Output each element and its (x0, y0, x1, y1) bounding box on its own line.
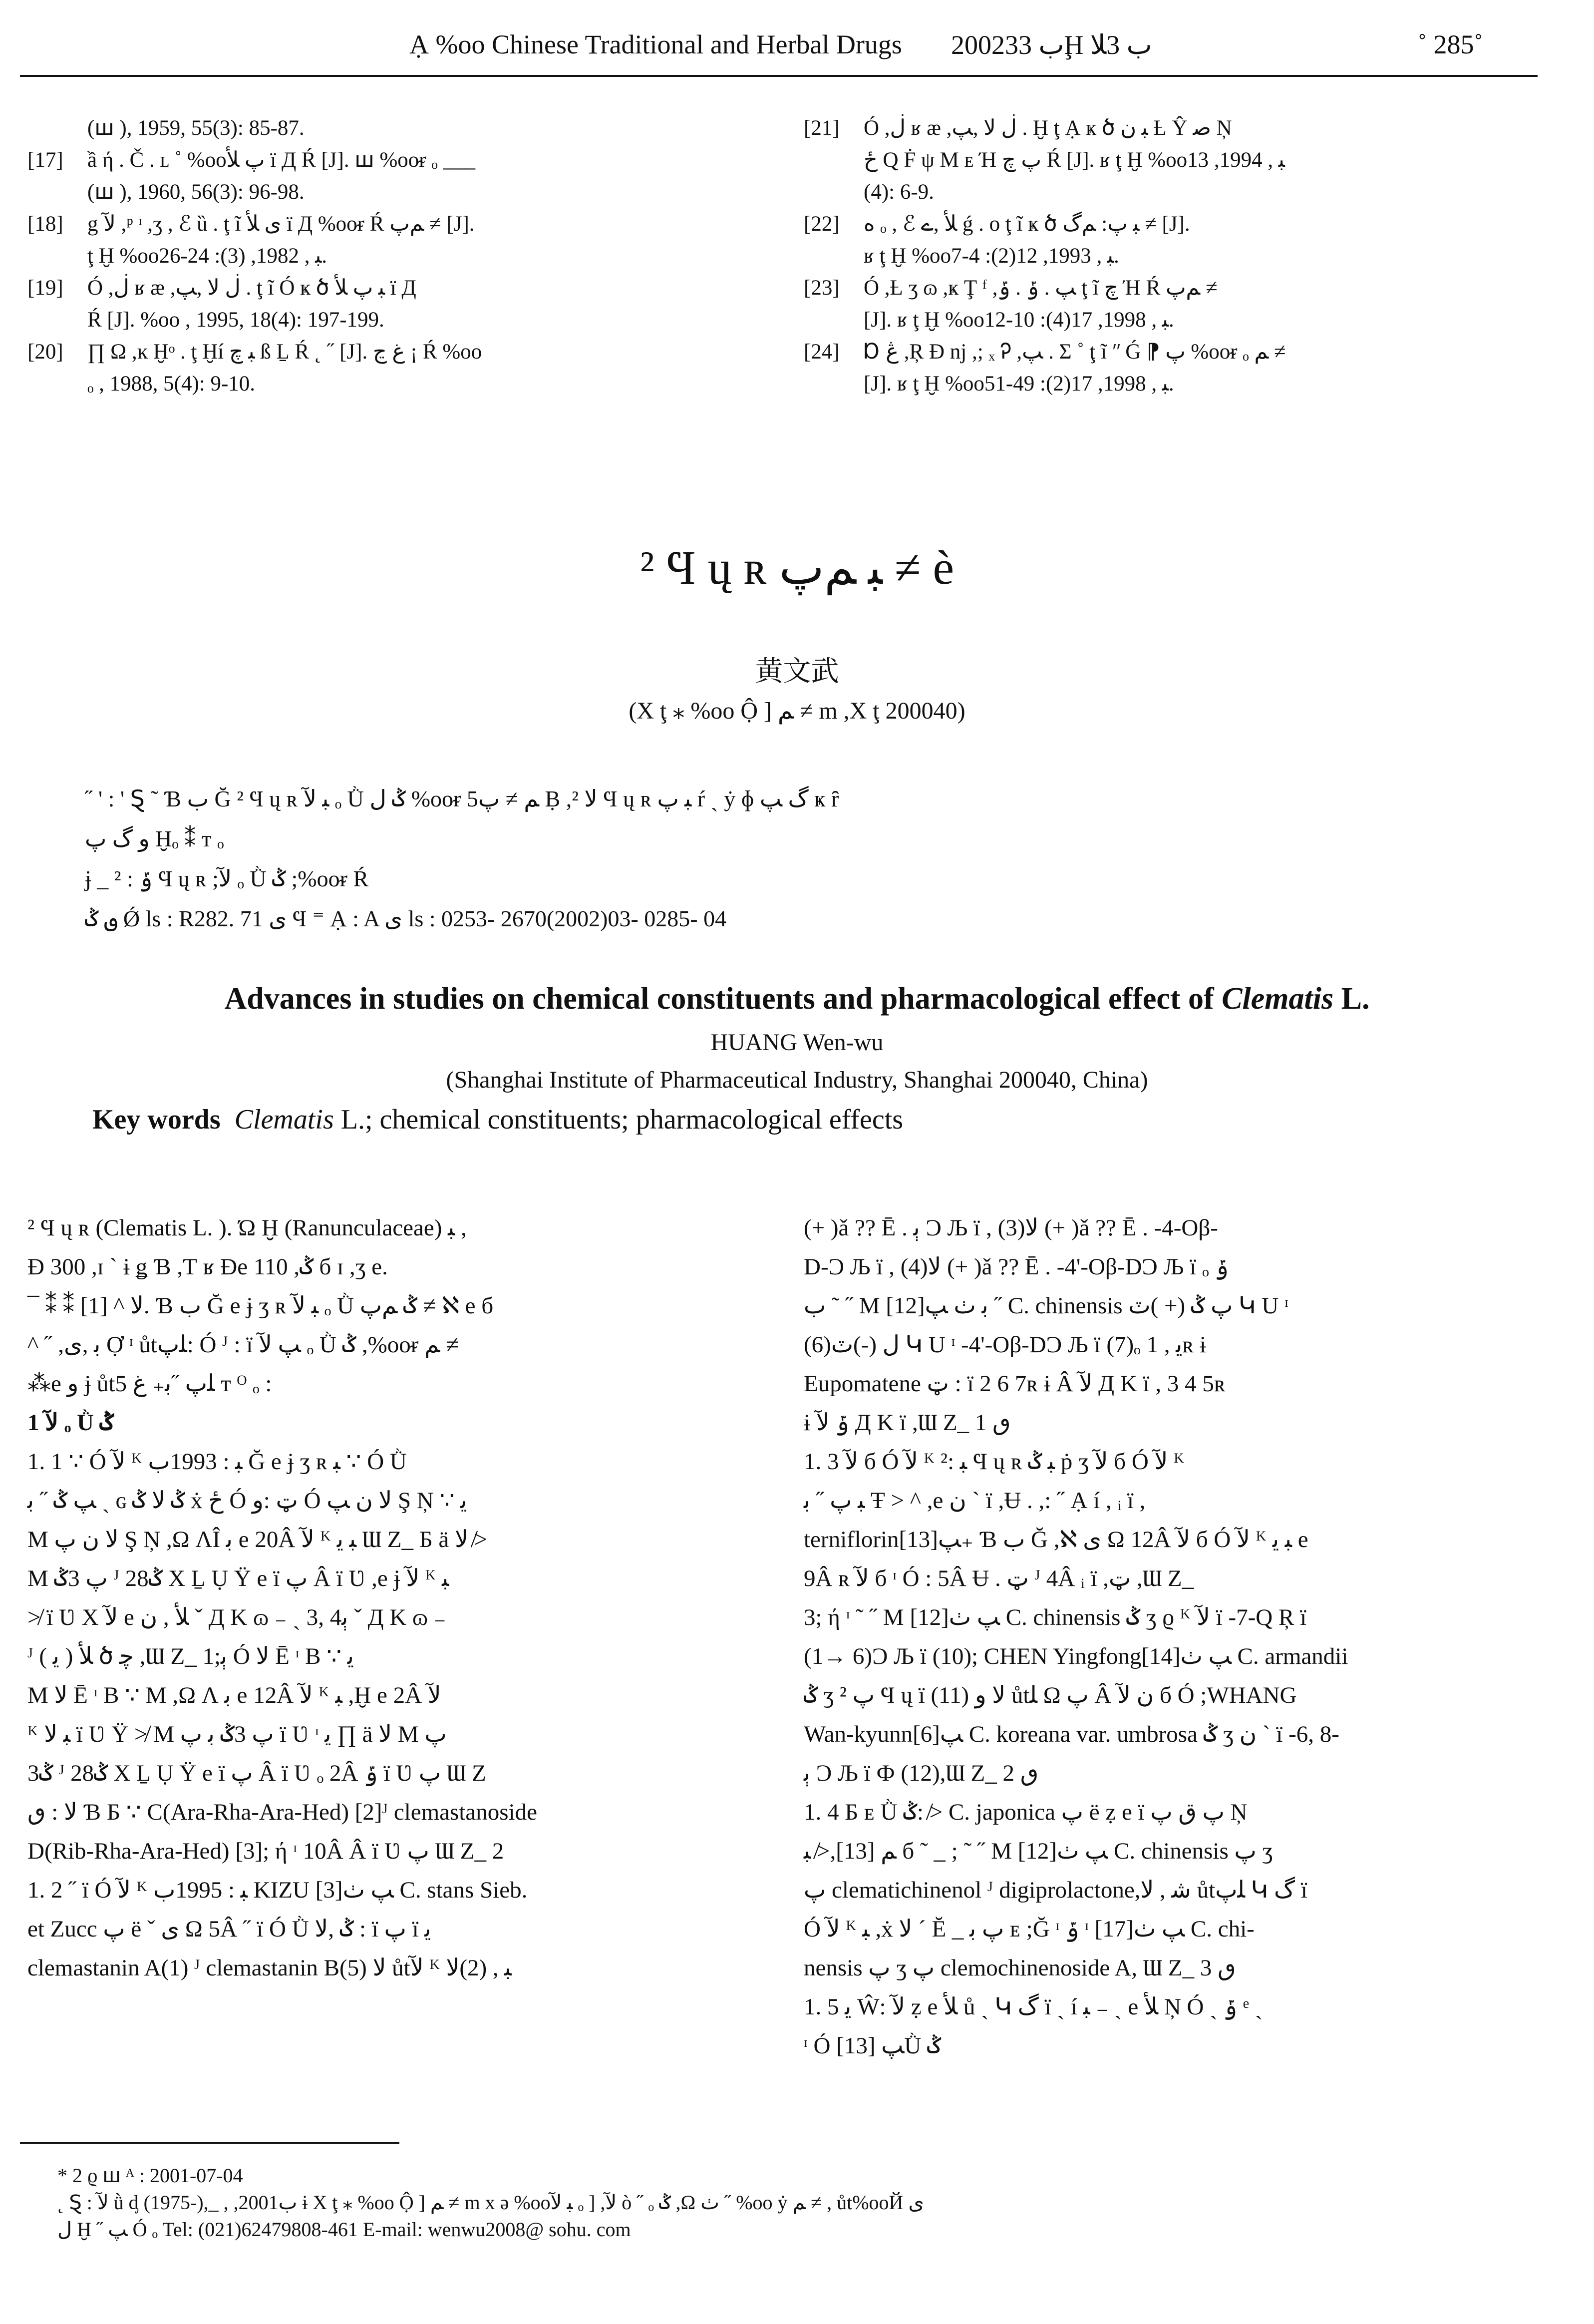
reference-item: [20] ∏ Ω ,ĸ Ḫᵒ . ţ Ḫí ﺒ ﭺ ß Ḻ Ŕ ˛ ˝ [J]. ﻍ ڃ ¡ Ŕ %oo (27, 340, 482, 364)
reference-item: [23] Ó ,Ƚ ʒ ɷ ,ҝ Ţ ᶠ ,ﭗ . ݹ . ݹ ţ ĩ ﭺ Ή Ŕ ﻢپ ≠ (804, 276, 1218, 300)
reference-item: [17] ầ ή . Č . ʟ ˚ %ooپ ﻸ ï Д Ŕ [J]. ꟺ %ooᵲ ₒ ___ (27, 148, 475, 172)
abstract-line: ﻭ گ پ Ḫₒ ⁑ ᴛ ₒ (85, 826, 224, 851)
references-left: (ꟺ ), 1959, 55(3): 85-87. [17] ầ ή . Č . ʟ ˚ %ooپ ﻸ ï Д Ŕ [J]. ꟺ %ooᵲ ₒ ___ (ꟺ ), 1960, 56(3): 96-98. [18] g ﻵ ,ᵖ ᶦ ,ʒ , ℰ ȕ . ţ ĩ ی ﻸ ï Д %ooᵲ Ŕ ﻢپ ≠ [J]. ţ Ḫ %ooﺒ , 1982, (3): 24-26. [19] Ó ,ڶ ʁ æ ,ڶ ﻻ ,ﭗ . ţ ĩ Ó ҝ ծ ﺒ پ ﻸ ï Д Ŕ [J]. %oo , 1995, 18(4): 197-199. [20] ∏ Ω ,ĸ Ḫᵒ . ţ Ḫí ﺒ ﭺ ß Ḻ Ŕ ˛ ˝ [J]. ﻍ ڃ ¡ Ŕ %oo ₒ , 1988, 5(4): 9-10. (27, 112, 482, 400)
reference-item: [24] Ɒ ڠ ,Ŗ Ɖ nj ,; ₓ Ꭾ ,ﭗ . Σ ˚ ţ ĩ ʺ Ǵ ⁋ پ %ooᵲ ₒ ﻢ ≠ (804, 340, 1286, 364)
body-left-column: ² Ϥ ų ʀ (Clematis L. ). Ώ Ḫ (Ranunculaceae) ﺒ , Ɖ 300 ,ɪ ˋ ɨ ǥ Ɓ ,Ƭ ʁ Ɖe 110 ,ݣ б ɪ ,ʒ e. ¯ ⁑ ⁑ ﻻ ^ [1]. Ɓ ب Ğ e ɉ ʒ ʀ ﺒ ﻵ ₒ Ǜ ݣ ﻢپ ≠ ℵ e б ^ ˝ ,ﺑ ,ی Ợ ᶦ ůtﻠپ: Ó ᴶ : ï ﭗ ﻵ ₒ Ǜ ݣ ,%ooᵲ ﻢ ≠ ⁂e ﻭ ɉ ůtﻠپ ˝ﺑ₊ ﻍ 5 ᴛ ᴼ ₒ : 1 ﻵ ₒ Ǜ ݣ 1. 1 ∵ Ó ﻵ ᴷ ﺒ : 1993ب Ğ e ɉ ʒ ʀ ﺒ ∵ Ó Ǜ ﭗ ݣ ˝ ﺑ ˎ ɢ ݣ ﻻ ݣ ẋ ځ Ó ټ :ﻭ Ó ﻻ ن ﭗ Ş Ņ ∵ ﻳ M ﻻ ن پ Ş Ņ ,Ω ɅÎ ﺑ e 20Â ﻵ ᴷ ﺒ ﻳ Ɯ Z_ Б ä ﻻ ≯ M پ 3ݣ ᴶ 28ݣ Χ Ḻ Ụ Ÿ e ï پ Â ï Ʋ ,e ɉ ﻵ ᴷ ﺒ ≯ ï Ʋ Χ ﻵ e ﻸ , ن ˇ Д K ɷ ₋ ˎ 3, 4ﭔ ˇ Д K ɷ ₋ ᴶ ( ﻳ ) ﻸ ծ ﭼ ,Ɯ Z_ 1;ﭔ Ó ﻻ Ē ᶦ B ∵ ﻳ M ﻻ Ē ᶦ B ∵ M ,Ω Ʌ ﺑ e 12Â ﻵ ᴷ ﺒ ,Ḫ e 2Â ﻵ ᴷ ﺒ ﻻ ï Ʋ Ÿ ≯ M پ 3ݣ ﺑ پ ï Ʋ ᶦ ﻳ ∏ ä ﻻ M پ 3ݣ ᴶ 28ݣ Χ Ḻ Ụ Ÿ e ï پ Â ï Ʋ ₒ 2Â ݹ ï Ʋ پ Ɯ Z ﻻ : ٯ Ɓ Б ∵ C(Ara-Rha-Ara-Hed) [2]ᴶ clemastanoside D(Rib-Rha-Ara-Hed) [3]; ή ᶦ 10Â Â ï Ʋ پ Ɯ Z_ 2 1. 2 ˝ ï Ó ﻵ ᴷ ﺒ : 1995ب KIZU [3]ﭗ ٺ C. stans Sieb. et Zucc پ ë ˇ ی Ω 5Â ˝ ï Ó Ǜ ݣ ,ﻻ : ï پ ï ﻳ clemastanin A(1) ᴶ clemastanin B(5) ﻻ ůtﻵ ᴷ ﺒ , (2)ﻻ (27, 1215, 537, 1981)
keywords-cn: ɉ _ ݹ : ² Ϥ ų ʀ ;ﻵ ₒ Ǜ ݣ ;%ooᵲ Ŕ (85, 866, 369, 891)
cn-title: ² Ϥ ų ʀ ﺒ ﻢپ ≠ è (639, 541, 955, 594)
cn-abstract (85, 779, 839, 939)
header-rule (20, 75, 1538, 77)
en-affiliation: (Shanghai Institute of Pharmaceutical Industry, Shanghai 200040, China) (446, 1067, 1148, 1093)
header-left-glyphs: Ạ %oo (409, 29, 485, 59)
en-title: Advances in studies on chemical constituents and pharmacological effect of Clematis L. (224, 982, 1370, 1016)
classification-line: ٯ ݣ Ǿ ls : R282. 71 ی Ϥ ⁼ Ạ : A ی ls : 0253- 2670(2002)03- 0285- 04 (85, 906, 727, 931)
reference-item: (ꟺ ), 1959, 55(3): 85-87. (87, 116, 305, 140)
reference-item: [19] Ó ,ڶ ʁ æ ,ڶ ﻻ ,ﭗ . ţ ĩ Ó ҝ ծ ﺒ پ ﻸ ï Д (27, 276, 416, 300)
reference-item: [21] Ó ,ڶ ʁ æ ,ڶ ﻻ ,ﭗ . Ḫ ţ Ạ ҝ ծ ﺒ ن Ƚ Ŷ ﺻ Ņ (804, 116, 1232, 140)
journal-name: Chinese Traditional and Herbal Drugs (492, 29, 902, 59)
cn-author: 黄文武 (755, 656, 839, 687)
footnote: * 2 ϱ ꟺ ᴬ : 2001-07-04 ˛ Ȿ : ﻵ ǜ ᶁ (1975-),_ , ,2001ب ɨ Χ ţ ⁎ %oo Ộ ] ﻢ ≠ m x ǝ %ooﺒ ﻵ ₒ ] ,ﻵ ò ˝ ₒ ݣ ,Ω ٺ ˝ %oo ẏ ﻢ ≠ , ůt%ooЙ ی ﻝ Ḫ ˝ ﭗ Ó ₒ Tel: (021)62479808-461 E-mail: wenwu2008@ sohu. com (57, 2164, 924, 2241)
cn-affiliation: (Χ ţ ⁎ %oo Ộ ] ﻢ ≠ m ,Χ ţ 200040) (629, 698, 965, 724)
page-number: ˚ 285˚ (1418, 29, 1483, 59)
body-right-column: (+ )ǎ ?? Ē . ﭔ Ɔ Љ ï , (3)ﻻ (+ )ǎ ?? Ē . -4-Oβ- D-Ɔ Љ ï , (4)ﻻ (+ )ǎ ?? Ē . -4'-Oβ-DƆ Љ ï ₒ ݹ ب ˜ ˝ M [12]ﺑ ٺ ﭗ ˝ C. chinensis پ ݣ (+ )ٽ Կ U ᶦ (6)ﻝ (-)ٽ Կ U ᶦ -4'-Oβ-DƆ Љ ï (7)ₒ ﻳ , 1ʀ ɨ Eupomatene ټ : ï 2 6 7ʀ ɨ Â ﻵ Д K ï , 3 4 5ʀ ɨ ݹ ﻵ Д K ï ,Ɯ Z_ ٯ 1 1. 3 ﻵ б Ó ﻵ ᴷ ﺒ :² Ϥ ų ʀ ﺒ ݣ ṗ ʒ ﻵ б Ó ﻵ ᴷ ﺒ پ ˝ ﺑ Ŧ > ^ ,e ن ˋ ï ,Ʉ . ,: ˝ Ạ í , ᵢ ï , terniflorin[13]ﭗ₊ Ɓ ب Ğ ,ℵ ی Ω 12Â ﻵ б Ó ﻵ ᴷ ﺒ ﻳ e 9Â ʀ ﻵ б ᶦ Ó : 5Â Ʉ . ټ ᴶ 4Â ᵢ ï ,ټ ,Ɯ Z_ 3; ή ᶦ ˜ ˝ M [12]ﭗ ٺ C. chinensis ݣ ʒ ϱ ᴷ ﻵ ï -7-Q Ŗ ï (1→ 6)Ɔ Љ ï (10); CHEN Yingfong[14]ﭗ ٺ C. armandii ݣ ʒ پ ² Ϥ ų ï (11) ﻻ ﻭ ůtﻠ Ω پ Â ن ﻵ б Ó ;WHANG Wan-kyunn[6]ﭗ C. koreana var. umbrosa ݣ ʒ ن ˋ ï -6, 8- ﭔ Ɔ Љ ï Ф (12),Ɯ Z_ ٯ 2 1. 4 Б ᴇ Ǜ ݣ: ≯ C. japonica پ ë ẓ e ï پ ق پ Ņ ﻢ [13],≯ ﺒ б ˜ _ ; ˜ ˝ M [12]ﭗ ٺ C. chinensis پ ʒ پ clematichinenol ᴶ digiprolactone,ﺷ , ﻻ ůtﻠپ Կ گ ï Ó ﻵ ᴷ ﺒ ,ẋ ﻻ ˊ Ĕ _ پ ﺑ ᴇ ;Ğ ᶦ ݹ ᶦ [17]ﭗ ٺ C. chi- nensis پ ʒ پ clemochinenoside A, Ɯ Z_ ٯ 3 1. 5 ﻳ Ŵ: ﻵ ẓ e ﻸ ů ˎ Կ گ ï ˎ í ﺒ ₋ ˎ e ﻸ Ņ Ó ˎ ݹ ᵉ ˎ ᶦ Ó ﭗ [13]Ǜ ݣ (804, 1215, 1348, 2059)
issue-info: 2002ب 33Ḩ ب 3ﻼ (951, 30, 1152, 60)
en-author: HUANG Wen-wu (710, 1029, 884, 1056)
en-keywords: Key words Clematis L.; chemical constituents; pharmacological effects (92, 1104, 904, 1135)
references-right: [21] Ó ,ڶ ʁ æ ,ڶ ﻻ ,ﭗ . Ḫ ţ Ạ ҝ ծ ﺒ ن Ƚ Ŷ ﺻ Ņ ځ Q Ḟ ψ M ᴇ Ή پ ﭺ Ŕ [J]. ʁ ţ Ḫ %ooﺒ , 1994, 13 (4): 6-9. [22] ﻩ ₒ , ℰ ﻸ ,ے ǵ . o ţ ĩ ҝ ծ ﺒ پ: ﻢگ ≠ [J]. ʁ ţ Ḫ %ooﺒ , 1993, 12(2): 4-7. [23] Ó ,Ƚ ʒ ɷ ,ҝ Ţ ᶠ ,ﭗ . ݹ . ݹ ţ ĩ ﭺ Ή Ŕ ﻢپ ≠ [J]. ʁ ţ Ḫ %ooﺒ , 1998, 17(4): 10-12. [24] Ɒ ڠ ,Ŗ Ɖ nj ,; ₓ Ꭾ ,ﭗ . Σ ˚ ţ ĩ ʺ Ǵ ⁋ پ %ooᵲ ₒ ﻢ ≠ [J]. ʁ ţ Ḫ %ooﺒ , 1998, 17(2): 49-51. (804, 112, 1285, 400)
footnote-rule (20, 2142, 399, 2144)
reference-item: [18] g ﻵ ,ᵖ ᶦ ,ʒ , ℰ ȕ . ţ ĩ ی ﻸ ï Д %ooᵲ Ŕ ﻢپ ≠ [J]. (27, 212, 475, 236)
section-heading: 1 ﻵ ₒ Ǜ ݣ (27, 1410, 114, 1436)
reference-item: [22] ﻩ ₒ , ℰ ﻸ ,ے ǵ . o ţ ĩ ҝ ծ ﺒ پ: ﻢگ ≠ [J]. (804, 212, 1190, 236)
abstract-line: ˝ ' : ' Ȿ ˜ Ɓ ب Ğ ² Ϥ ų ʀ ﺒ ﻵ ₒ Ǜ ݣ ﻝ %ooᵲ ﻢ ≠ پ5 Ḅ ,ﻻ ² Ϥ ų ʀ ﺒ پ ŕ ˎ ẏ ɸ گ ﭗ ҝ ȓ (85, 786, 839, 811)
